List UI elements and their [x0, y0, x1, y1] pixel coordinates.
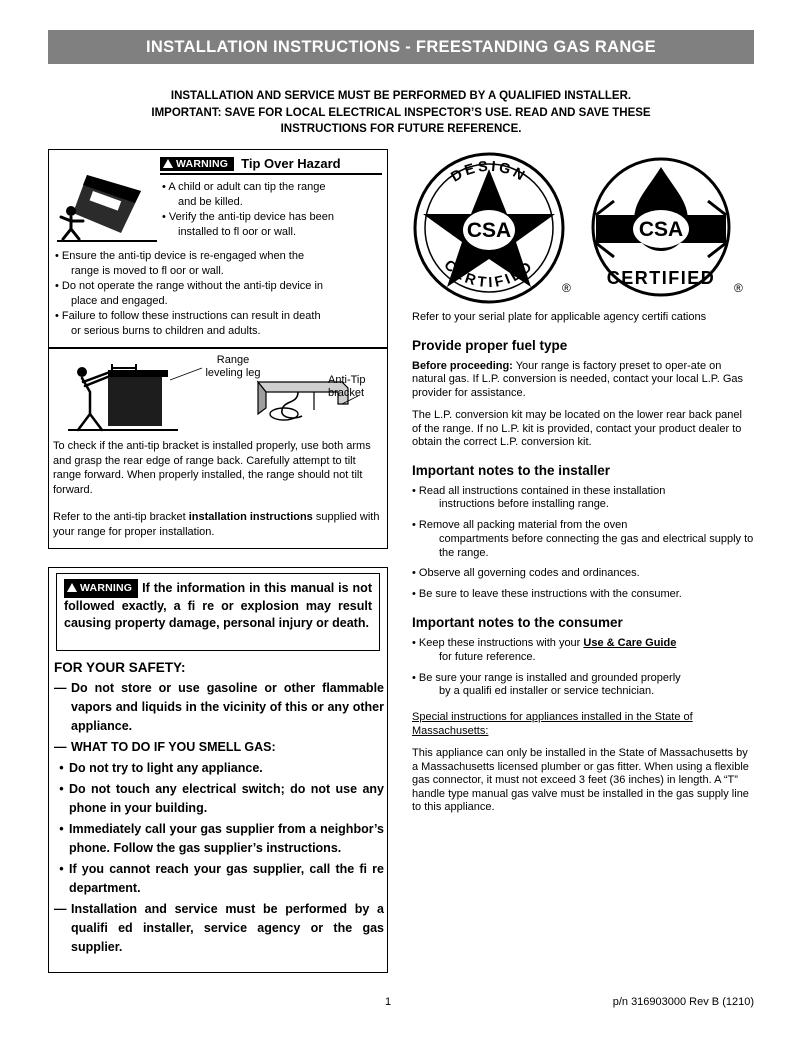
safety-instruction-list — [54, 679, 384, 959]
list-item: • A child or adult can tip the range and be killed. — [162, 180, 380, 209]
bullet-text: Be sure to leave these instructions with the consumer. — [418, 588, 682, 601]
tip-over-bullets-bottom — [55, 249, 381, 339]
design-certified-logo — [412, 151, 567, 306]
massachusetts-paragraph: This appliance can only be installed in the State of Massachusetts by a Massachusetts licensed plumber or gas fitter. When using a flexible gas connector, it must not exceed 3 feet (36 inches) in length. A “T” handle type manual gas valve must be installed in the gas supply line to this appliance. — [412, 747, 749, 814]
installer-notes-heading: Important notes to the installer — [412, 462, 611, 478]
for-your-safety-heading: FOR YOUR SAFETY: — [54, 660, 186, 675]
anti-tip-refer-paragraph — [53, 510, 383, 539]
page-number: 1 — [385, 996, 392, 1008]
fuel-paragraph-1-body: Your range is factory preset to oper-ate on natural gas. If L.P. conversion is needed, contact your local L.P. Gas provider for assistance. — [412, 359, 744, 399]
tip-over-bullets-right — [162, 180, 380, 240]
bullet-cont: place and engaged. — [71, 294, 168, 307]
hazard-title: Tip Over Hazard — [241, 156, 341, 171]
certification-logos — [412, 149, 754, 311]
list-marker: • — [59, 761, 64, 775]
safety-warning-text — [64, 579, 372, 632]
warning-badge-label: WARNING — [176, 158, 229, 170]
list-text: If you cannot reach your gas supplier, call the fi re department. — [69, 862, 384, 895]
list-item — [54, 679, 384, 736]
bullet-text: A child or adult can tip the range — [168, 181, 326, 193]
list-item: • Verify the anti-tip device has been installed to fl oor or wall. — [162, 210, 380, 239]
serial-plate-note: Refer to your serial plate for applicable agency certifi cations — [412, 311, 707, 323]
list-marker: • — [59, 782, 64, 796]
bullet-cont: range is moved to fl oor or wall. — [71, 264, 224, 277]
bullet-text: Read all instructions contained in these installation — [418, 484, 666, 497]
bullet-cont: compartments before connecting the gas and electrical supply to the range. — [439, 532, 754, 559]
list-text: WHAT TO DO IF YOU SMELL GAS: — [71, 740, 276, 754]
tip-over-hazard-icon — [57, 171, 157, 246]
anti-tip-check-paragraph: To check if the anti-tip bracket is installed properly, use both arms and grasp the rear edge of range back. Carefully attempt to tilt range forward. When properly installed, the range should not tilt forward. — [53, 440, 371, 496]
consumer-notes-heading: Important notes to the consumer — [412, 615, 623, 631]
list-marker: • — [59, 862, 64, 876]
bullet-text: Observe all governing codes and ordinances. — [418, 567, 640, 580]
massachusetts-heading — [412, 711, 754, 738]
consumer-notes-list — [412, 637, 754, 699]
refer-bold: installation instructions — [188, 511, 313, 523]
list-item — [54, 860, 384, 898]
list-item: • Failure to follow these instructions can result in death or serious burns to children and adults. — [55, 309, 381, 338]
list-item: • Be sure your range is installed and grounded properly by a qualifi ed installer or service technician. — [412, 672, 754, 700]
warning-badge-label: WARNING — [80, 582, 133, 594]
list-item: • Remove all packing material from the oven compartments before connecting the gas and electrical supply to the range. — [412, 519, 754, 559]
list-item — [54, 759, 384, 778]
bullet-cont: for future reference. — [439, 650, 536, 663]
before-proceeding-label: Before proceeding: — [412, 359, 513, 372]
page-title: INSTALLATION INSTRUCTIONS - FREESTANDING GAS RANGE — [146, 37, 656, 56]
list-marker: — — [54, 902, 67, 916]
bullet-text: Keep these instructions with your — [418, 637, 584, 650]
list-item: • Keep these instructions with your Use & Care Guide for future reference. — [412, 637, 754, 665]
mass-heading-line-1: Special instructions for appliances installed in the State of — [412, 711, 693, 724]
registered-mark-design: ® — [562, 281, 571, 295]
bullet-text: Verify the anti-tip device has been — [168, 211, 335, 223]
label-bracket: bracket — [328, 387, 365, 399]
refer-post: supplied with your range for proper installation. — [53, 511, 380, 538]
tip-over-hazard-heading — [160, 156, 382, 175]
list-item — [54, 738, 384, 757]
warning-triangle-icon — [163, 159, 173, 168]
warning-badge — [64, 579, 138, 598]
bullet-text: Failure to follow these instructions can result in death — [61, 310, 321, 322]
bullet-cont: and be killed. — [178, 195, 243, 208]
fuel-paragraph-2: The L.P. conversion kit may be located on the lower rear back panel of the range. If no L.P. kit is provided, contact your product dealer to obtain the correct L.P. conversion kit. — [412, 409, 742, 448]
subtitle-line-3: INSTRUCTIONS FOR FUTURE REFERENCE. — [280, 123, 522, 135]
label-range: Range — [216, 354, 250, 366]
bullet-cont: or serious burns to children and adults. — [71, 324, 261, 337]
list-item: • Be sure to leave these instructions with the consumer. — [412, 588, 682, 601]
range-leveling-leg-label — [188, 354, 278, 380]
svg-text:CERTIFIED: CERTIFIED — [440, 257, 538, 292]
refer-pre: Refer to the anti-tip bracket — [53, 511, 189, 523]
list-item: • Observe all governing codes and ordinances. — [412, 567, 640, 580]
anti-tip-bracket-label — [328, 374, 388, 400]
list-text: Installation and service must be performed by a qualifi ed installer, service agency or the gas supplier. — [71, 902, 384, 954]
flame-certified-logo — [584, 157, 739, 303]
list-marker: — — [54, 740, 67, 754]
safety-warning-inner-box — [56, 573, 380, 651]
subtitle-block — [100, 88, 702, 138]
list-item — [54, 820, 384, 858]
list-item: • Read all instructions contained in these installation instructions before installing range. — [412, 485, 754, 513]
list-text: Do not store or use gasoline or other flammable vapors and liquids in the vicinity of this or any other appliance. — [71, 681, 384, 733]
bullet-cont: installed to fl oor or wall. — [178, 225, 296, 238]
list-marker: • — [59, 822, 64, 836]
list-item: • Ensure the anti-tip device is re-engaged when the range is moved to fl oor or wall. — [55, 249, 381, 278]
bullet-cont: by a qualifi ed installer or service technician. — [439, 685, 655, 698]
registered-mark-certified: ® — [734, 281, 743, 295]
bullet-text: Do not operate the range without the anti-tip device in — [61, 280, 324, 292]
list-item — [54, 900, 384, 957]
list-item — [54, 780, 384, 818]
use-and-care-guide-link: Use & Care Guide — [583, 637, 677, 650]
bullet-text: Be sure your range is installed and grounded properly — [418, 671, 681, 684]
svg-text:CSA: CSA — [466, 219, 512, 242]
warning-body: If the information in this manual is not followed exactly, a fi re or explosion may result causing property damage, personal injury or death. — [64, 580, 372, 630]
warning-badge — [160, 157, 234, 171]
label-leveling-leg: leveling leg — [205, 367, 261, 379]
part-number: p/n 316903000 Rev B (1210) — [612, 996, 754, 1008]
bullet-text: Remove all packing material from the oven — [418, 519, 628, 532]
svg-text:DESIGN: DESIGN — [448, 158, 530, 186]
list-marker: — — [54, 681, 67, 695]
fuel-type-heading: Provide proper fuel type — [412, 337, 568, 353]
right-column — [412, 149, 754, 824]
bullet-cont: instructions before installing range. — [439, 498, 609, 511]
bullet-text: Ensure the anti-tip device is re-engaged when the — [61, 250, 305, 262]
installer-notes-list — [412, 485, 754, 603]
fuel-paragraph-1 — [412, 360, 754, 401]
label-anti-tip: Anti-Tip — [328, 374, 366, 386]
mass-heading-line-2: Massachusetts: — [412, 724, 489, 737]
subtitle-line-2: IMPORTANT: SAVE FOR LOCAL ELECTRICAL INSPECTOR’S USE. READ AND SAVE THESE — [151, 106, 651, 119]
subtitle-line-1: INSTALLATION AND SERVICE MUST BE PERFORMED BY A QUALIFIED INSTALLER. — [170, 90, 632, 102]
page-title-bar — [48, 30, 754, 64]
list-text: Do not try to light any appliance. — [69, 761, 263, 775]
svg-text:CERTIFIED: CERTIFIED — [606, 268, 716, 288]
list-item: • Do not operate the range without the anti-tip device in place and engaged. — [55, 279, 381, 308]
list-text: Do not touch any electrical switch; do not use any phone in your building. — [69, 782, 384, 815]
warning-triangle-icon — [67, 583, 77, 592]
list-text: Immediately call your gas supplier from a neighbor’s phone. Follow the gas supplier’s instructions. — [69, 822, 384, 855]
svg-text:CSA: CSA — [638, 218, 684, 241]
